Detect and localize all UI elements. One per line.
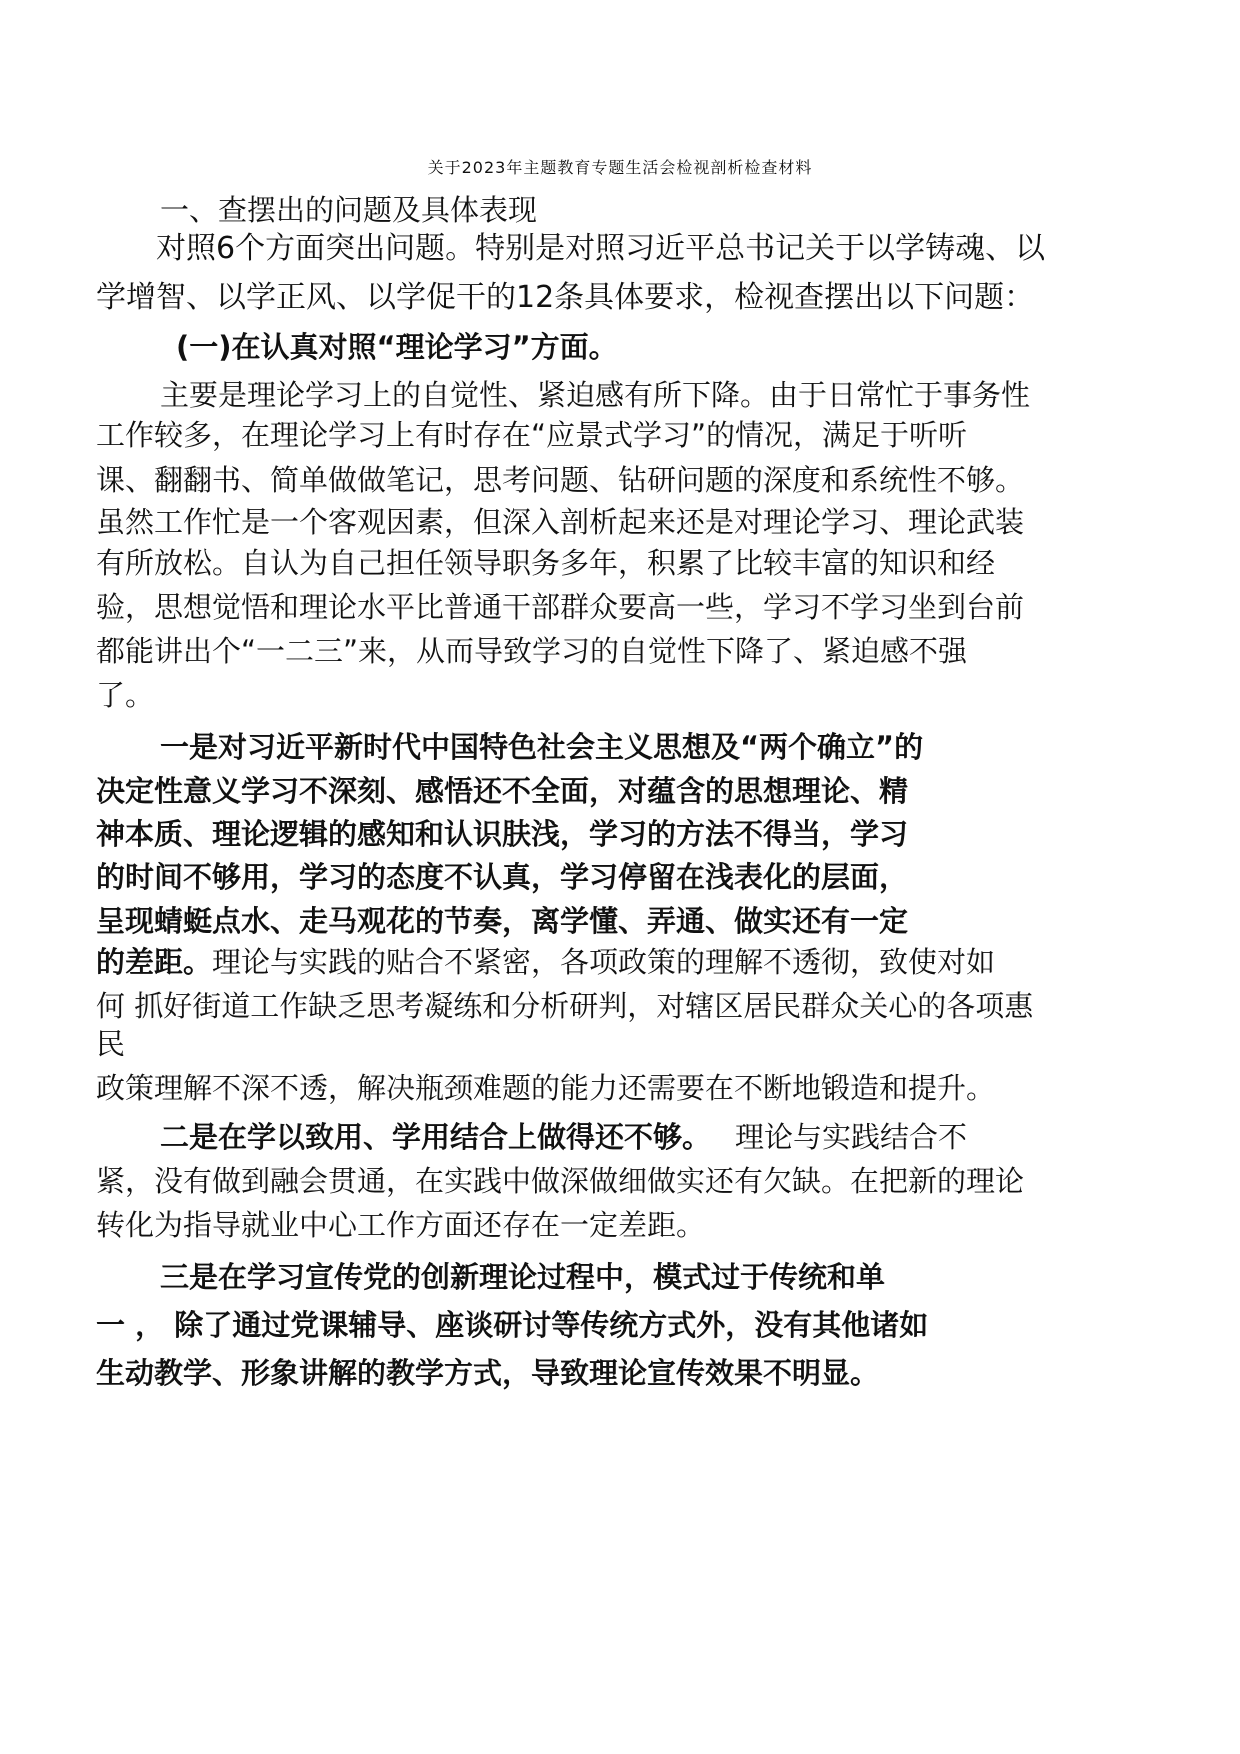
para1-line-6: 验，思想觉悟和理论水平比普通干部群众要高一些，学习不学习坐到台前 (96, 590, 1025, 624)
point2-normal: 理论与实践结合不 (735, 1120, 968, 1154)
point1-line-6 (96, 940, 995, 984)
point3-line-1: 三是在学习宣传党的创新理论过程中，模式过于传统和单 (160, 1260, 886, 1294)
para1-line-1: 主要是理论学习上的自觉性、紧迫感有所下降。由于日常忙于事务性 (160, 378, 1031, 412)
point2-line-2: 紧，没有做到融会贯通，在实践中做深做细做实还有欠缺。在把新的理论 (96, 1164, 1025, 1198)
point1-line-5: 呈现蜻蜓点水、走马观花的节奏，离学懂、弄通、做实还有一定 (96, 904, 909, 938)
point1-line-1: 一是对习近平新时代中国特色社会主义思想及“两个确立”的 (160, 730, 924, 764)
point1-line-4: 的时间不够用，学习的态度不认真，学习停留在浅表化的层面， (96, 860, 909, 894)
point2-bold: 二是在学以致用、学用结合上做得还不够。 (160, 1120, 712, 1154)
intro-line-2: 学增智、以学正风、以学促干的12条具体要求，检视查摆出以下问题： (96, 280, 1035, 315)
section-heading: 一、查摆出的问题及具体表现 (160, 193, 538, 227)
point1-line-8: 民 (96, 1027, 126, 1061)
point1-line-7: 何 抓好街道工作缺乏思考凝练和分析研判，对辖区居民群众关心的各项惠 (96, 989, 1034, 1023)
point3-line-2: 一 ， 除了通过党课辅导、座谈研讨等传统方式外，没有其他诸如 (96, 1308, 929, 1342)
para1-line-3: 课、翻翻书、简单做做笔记，思考问题、钻研问题的深度和系统性不够。 (96, 463, 1025, 497)
para1-line-2: 工作较多，在理论学习上有时存在“应景式学习”的情况，满足于听听 (96, 418, 968, 452)
para1-line-7: 都能讲出个“一二三”来，从而导致学习的自觉性下降了、紧迫感不强 (96, 634, 968, 668)
document-title: 关于2023年主题教育专题生活会检视剖析检查材料 (427, 158, 813, 177)
point1-line-9: 政策理解不深不透，解决瓶颈难题的能力还需要在不断地锻造和提升。 (96, 1071, 996, 1105)
para1-line-5: 有所放松。自认为自己担任领导职务多年，积累了比较丰富的知识和经 (96, 546, 996, 580)
point1-line-3: 神本质、理论逻辑的感知和认识肤浅，学习的方法不得当，学习 (96, 817, 909, 851)
point3-line-3: 生动教学、形象讲解的教学方式，导致理论宣传效果不明显。 (96, 1356, 880, 1390)
point1-line-2: 决定性意义学习不深刻、感悟还不全面，对蕴含的思想理论、精 (96, 774, 909, 808)
para1-line-8: 了。 (96, 678, 155, 712)
subheading: (一)在认真对照“理论学习”方面。 (176, 330, 618, 364)
point1-bold-end: 的差距。 (96, 945, 213, 979)
point2-line-3: 转化为指导就业中心工作方面还存在一定差距。 (96, 1208, 706, 1242)
para1-line-4: 虽然工作忙是一个客观因素，但深入剖析起来还是对理论学习、理论武装 (96, 505, 1025, 539)
point2-line-1 (160, 1115, 967, 1159)
intro-line-1: 对照6个方面突出问题。特别是对照习近平总书记关于以学铸魂、以 (156, 231, 1046, 266)
point1-normal-start: 理论与实践的贴合不紧密，各项政策的理解不透彻，致使对如 (212, 945, 996, 979)
